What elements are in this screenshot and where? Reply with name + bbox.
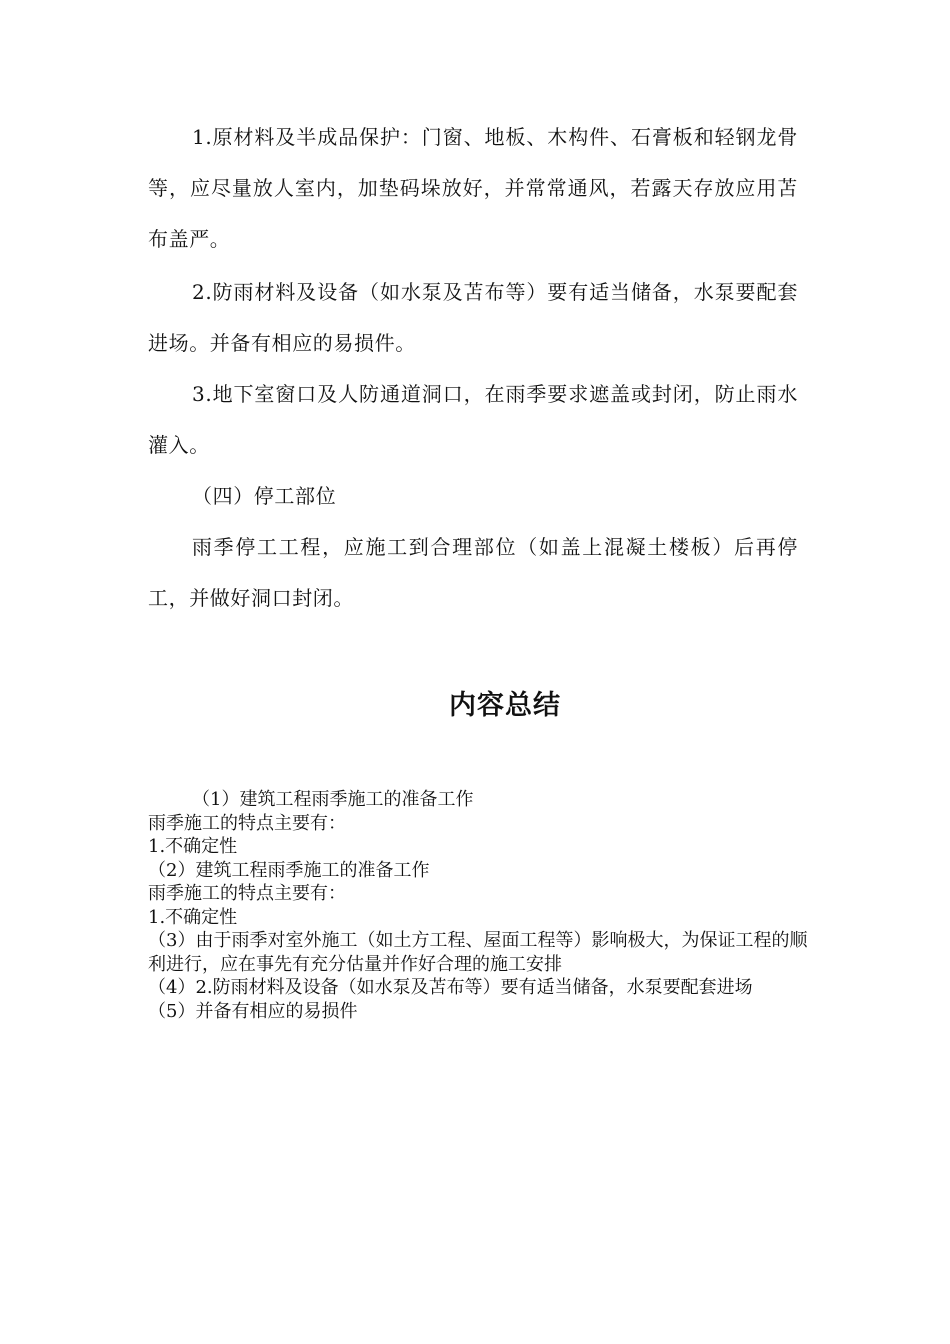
summary-line: （2）建筑工程雨季施工的准备工作 xyxy=(148,859,430,881)
summary-line: （4）2.防雨材料及设备（如水泵及苫布等）要有适当储备，水泵要配套进场 xyxy=(148,977,753,998)
summary-line: 1.不确定性 xyxy=(148,906,238,928)
summary-line: 雨季施工的特点主要有： xyxy=(148,883,346,904)
paragraph-rainproof-equipment: 2.防雨材料及设备（如水泵及苫布等）要有适当储备，水泵要配套进场。并备有相应的易损件。 xyxy=(148,280,798,355)
paragraph-stop-work: 雨季停工工程，应施工到合理部位（如盖上混凝土楼板）后再停工，并做好洞口封闭。 xyxy=(148,535,798,610)
summary-line: （1）建筑工程雨季施工的准备工作 xyxy=(192,789,474,810)
paragraph-material-protection: 1.原材料及半成品保护：门窗、地板、木构件、石膏板和轻钢龙骨等，应尽量放人室内，加垫码垛放好，并常常通风，若露天存放应用苫布盖严。 xyxy=(148,125,798,251)
summary-line: （3）由于雨季对室外施工（如土方工程、屋面工程等）影响极大，为保证工程的顺利进行，应在事先有充分估量并作好合理的施工安排 xyxy=(148,930,808,975)
summary-line: 1.不确定性 xyxy=(148,836,238,857)
summary-line: （5）并备有相应的易损件 xyxy=(148,1000,358,1022)
summary-list xyxy=(148,788,808,1023)
summary-line: 雨季施工的特点主要有： xyxy=(148,812,346,834)
summary-title: 内容总结 xyxy=(449,690,561,721)
subheading-stop-work-position: （四）停工部位 xyxy=(192,484,337,508)
paragraph-basement-openings: 3.地下室窗口及人防通道洞口，在雨季要求遮盖或封闭，防止雨水灌入。 xyxy=(148,382,798,457)
